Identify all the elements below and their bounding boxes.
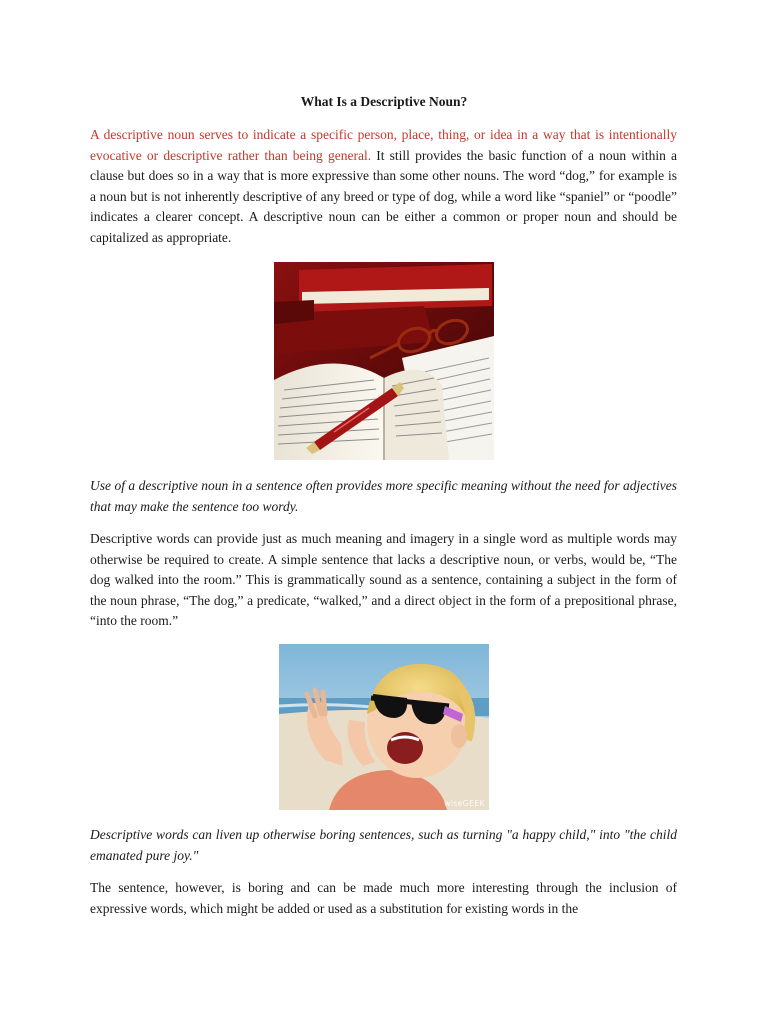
caption-2: Descriptive words can liven up otherwise boring sentences, such as turning "a happy child," into "the child emanated pure joy." xyxy=(90,827,677,863)
watermark: wiseGEEK xyxy=(443,799,485,808)
caption-1: Use of a descriptive noun in a sentence often provides more specific meaning without the need for adjectives that may make the sentence too wordy. xyxy=(90,478,677,514)
page-title: What Is a Descriptive Noun? xyxy=(300,94,468,109)
intro-paragraph xyxy=(90,125,677,248)
intro-text: It still provides the basic function of a noun within a clause but does so in a way that is more expressive than some other nouns. The word “dog,” for example is a noun but is not inherently descriptive of any breed or type of dog, while a word like “spaniel” or “poodle” indicates a clearer concept. A descriptive noun can be either a common or proper noun and should be capitalized as appropriate. xyxy=(90,147,677,245)
body-paragraph-3: The sentence, however, is boring and can be made much more interesting through the inclusion of expressive words, which might be added or used as a substitution for existing words in the xyxy=(90,880,677,916)
books-glasses-pen-photo xyxy=(274,262,494,460)
body-paragraph-2: Descriptive words can provide just as much meaning and imagery in a single word as multiple words may otherwise be required to create. A simple sentence that lacks a descriptive noun, or verbs, would be, “The dog walked into the room.” This is grammatically sound as a sentence, containing a subject in the form of the noun phrase, “The dog,” a predicate, “walked,” and a direct object in the form of a prepositional phrase, “into the room.” xyxy=(90,531,677,628)
books-illustration xyxy=(274,262,494,460)
child-sunglasses-photo xyxy=(279,644,489,810)
highlighted-text: A descriptive noun serves to indicate a specific person, place, thing, or idea in a way that is intentionally evocative or descriptive rather than being general. xyxy=(90,127,677,163)
child-illustration xyxy=(279,644,489,810)
